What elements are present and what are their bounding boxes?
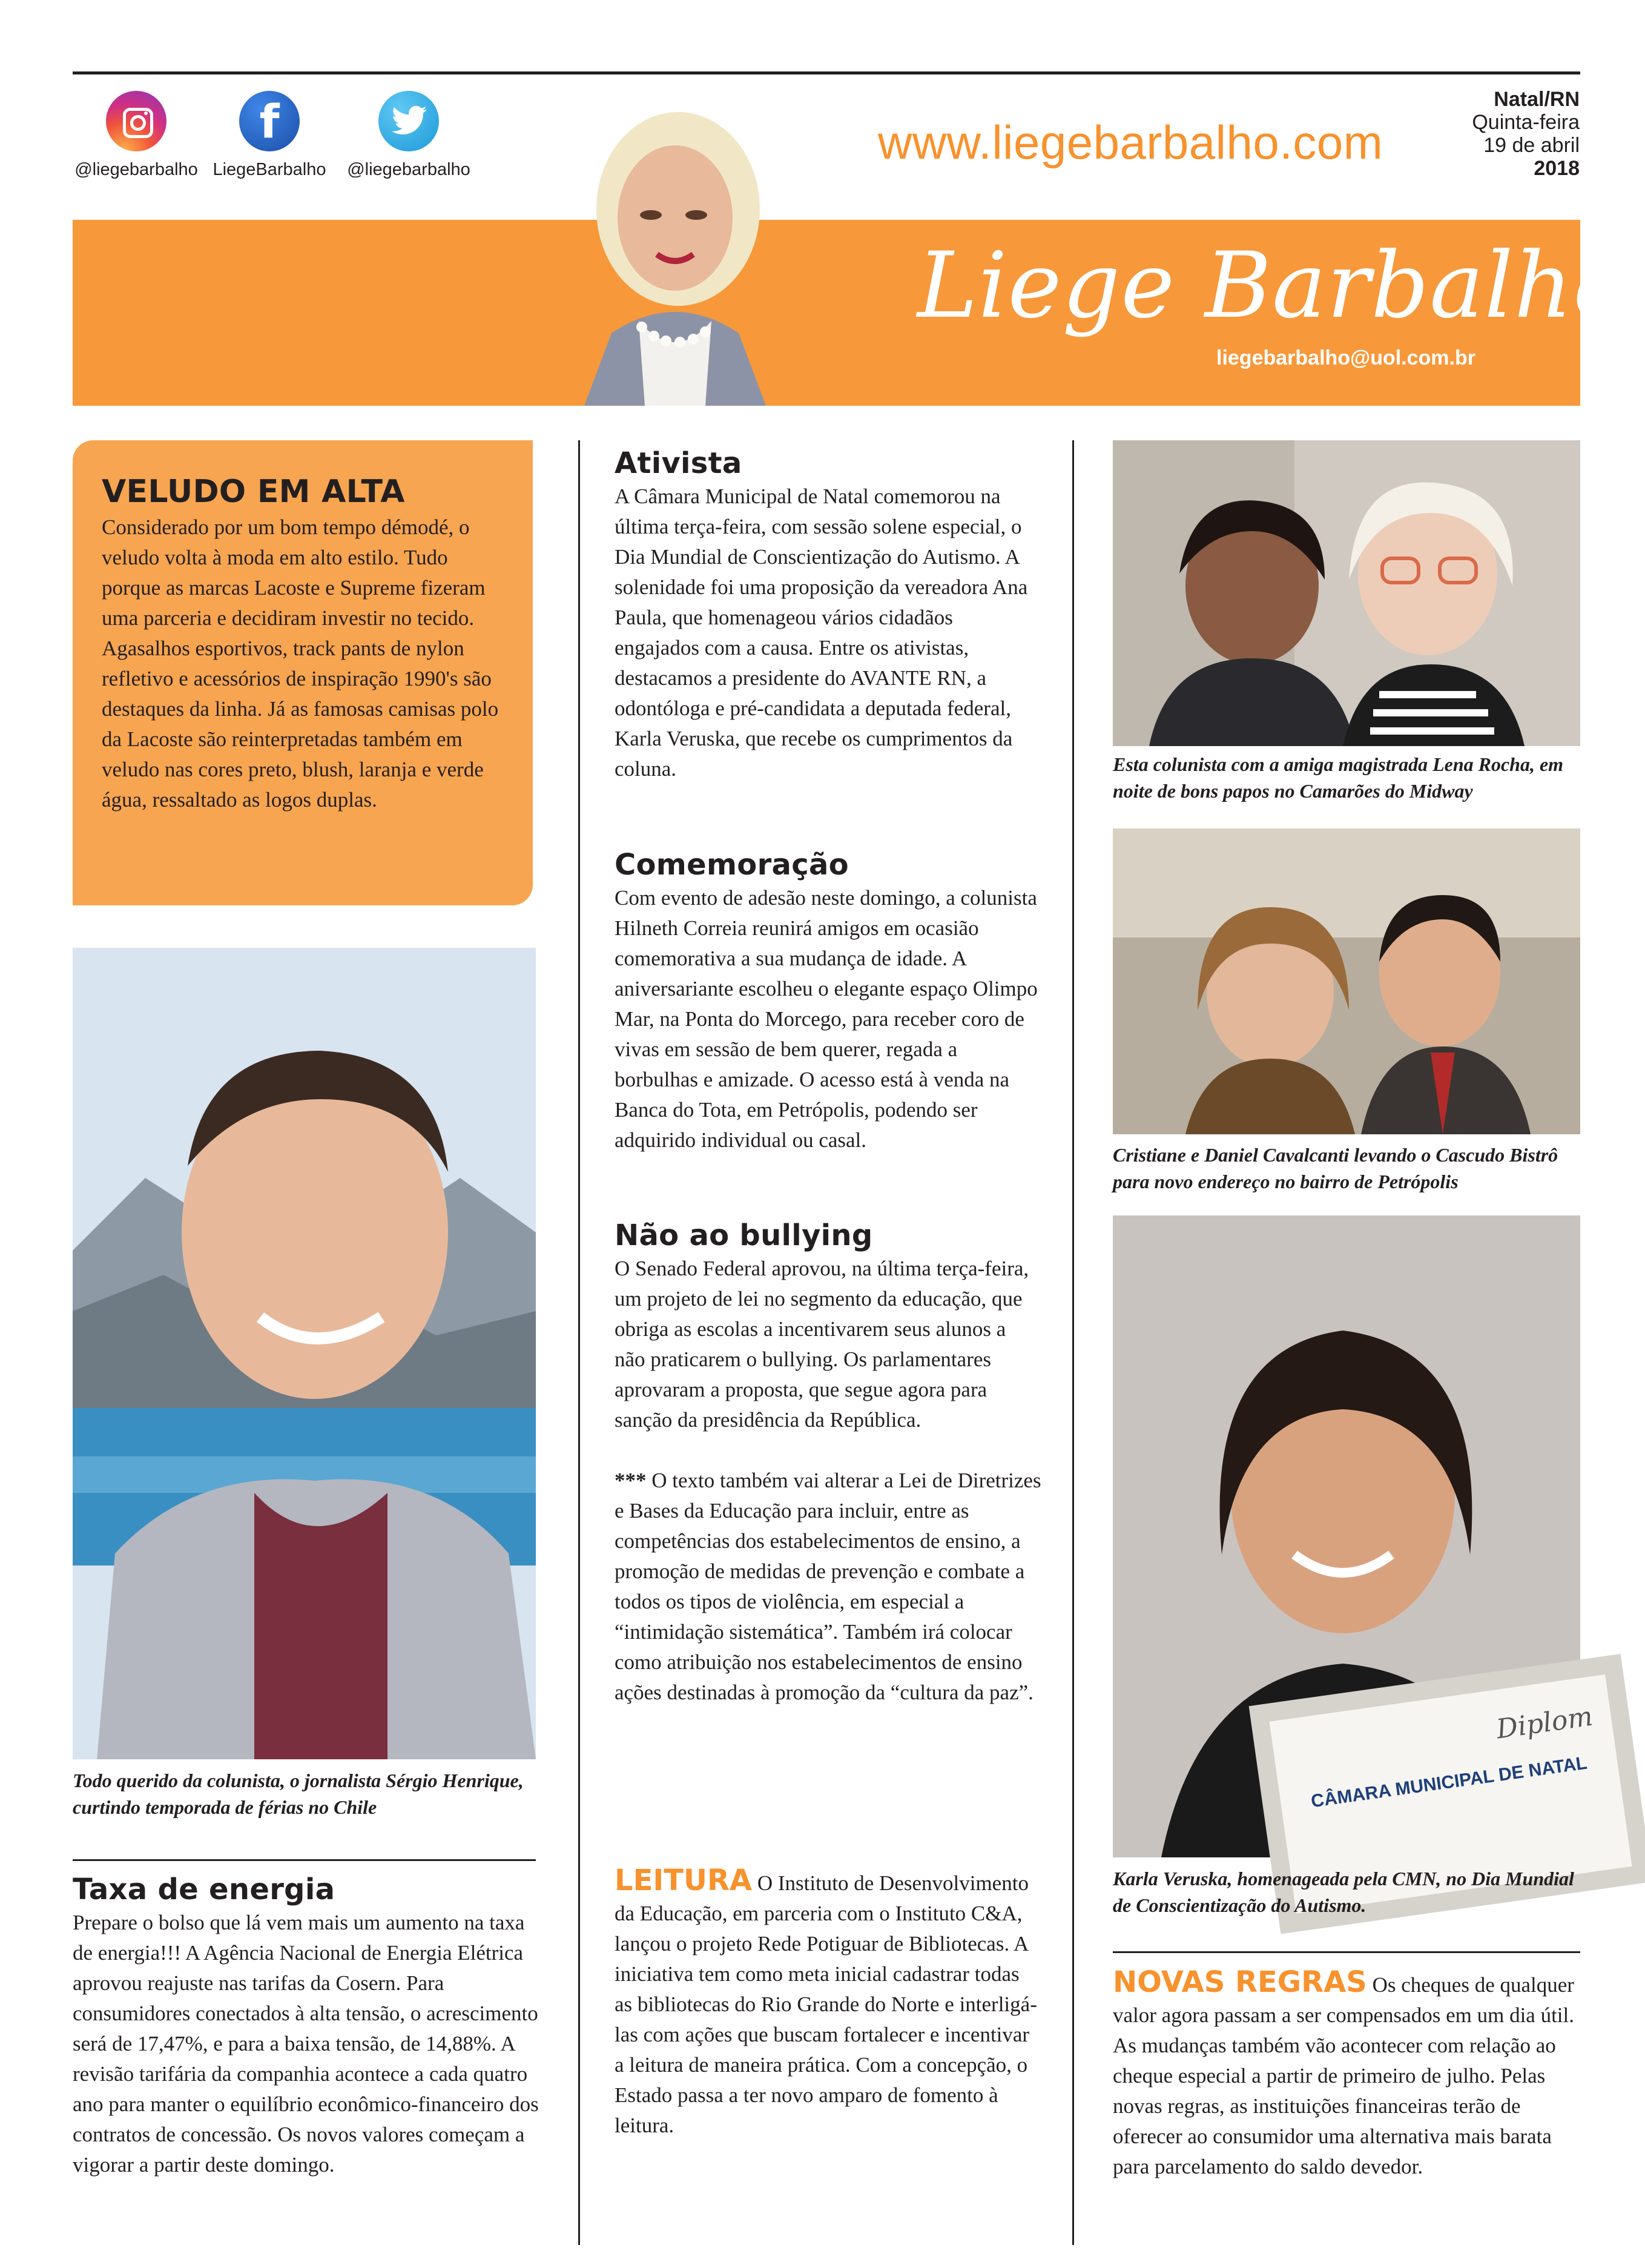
instagram-icon (106, 91, 166, 151)
taxa-body: Prepare o bolso que lá vem mais um aumento na taxa de energia!!! A Agência Nacional de Energia Elétrica aprovou reajuste nas tarifas da Cosern. Para consumidores conectados à alta tensão, o acrescimento será de 17,47%, e para a baixa tensão, de 14,88%. A revisão tarifária da companhia acontece a cada quatro ano para manter o equilíbrio econômico-financeiro dos contratos de concessão. Os novos valores começam a vigorar a partir deste domingo. (73, 1911, 539, 2177)
leitura-text: O Instituto de Desenvolvimento da Educação, em parceria com o Instituto C&A, lançou o projeto Rede Potiguar de Bibliotecas. A iniciativa tem como meta inicial cadastrar todas as bibliotecas do Rio Grande do Norte e interligá-las com ações que buscam fortalecer e incentivar a leitura de maneira prática. Com a concepção, o Estado passa a ter novo amparo de fomento à leitura. (615, 1871, 1037, 2137)
plaque-text: CÂMARA MUNICIPAL DE NATAL (1310, 1753, 1589, 1812)
novas-heading: NOVAS REGRAS (1113, 1965, 1367, 1999)
top-rule (73, 71, 1580, 74)
columnist-email[interactable]: liegebarbalho@uol.com.br (1216, 346, 1475, 369)
rule-taxa (73, 1859, 536, 1861)
leitura-body (615, 1865, 1041, 2141)
photo-lena-rocha (1113, 440, 1580, 746)
website-link[interactable]: www.liegebarbalho.com (878, 116, 1383, 169)
caption-lena-text: Esta colunista com a amiga magistrada Lena Rocha, em noite de bons papos no Camarões do Midway (1113, 753, 1564, 802)
twitter-link[interactable] (339, 91, 478, 180)
column-divider-1 (578, 440, 580, 2245)
photo-cristiane-daniel (1113, 828, 1580, 1134)
column-divider-2 (1072, 440, 1074, 2245)
diploma-text: Diplom (1494, 1701, 1595, 1745)
caption-sergio-text: Todo querido da colunista, o jornalista Sérgio Henrique, curtindo temporada de férias no Chile (73, 1770, 524, 1818)
leitura-heading: LEITURA (615, 1863, 753, 1897)
veludo-body: Considerado por um bom tempo démodé, o veludo volta à moda em alto estilo. Tudo porque as marcas Lacoste e Supreme fizeram uma parceria e decidiram investir no tecido. Agasalhos esportivos, track pants de nylon refletivo e acessórios de inspiração 1990's são destaques da linha. Já as famosas camisas polo da Lacoste são reinterpretadas também em veludo nas cores preto, blush, laranja e verde água, ressaltado as logos duplas. (102, 515, 499, 812)
twitter-icon (378, 91, 439, 151)
caption-cristiane-text: Cristiane e Daniel Cavalcanti levando o Cascudo Bistrô para novo endereço no bairro de Petrópolis (1113, 1144, 1558, 1192)
facebook-icon: f (239, 91, 300, 151)
novas-text: Os cheques de qualquer valor agora passam a ser compensados em um dia útil. As mudanças também vão acontecer com relação ao cheque especial a partir de primeiro de julho. Pelas novas regras, as instituições financeiras terão de oferecer ao consumidor uma alternativa mais barata para parcelamento do saldo devedor. (1113, 1973, 1575, 2178)
date: 19 de abril (1483, 134, 1580, 157)
rule-novas (1113, 1951, 1580, 1953)
veludo-heading: VELUDO EM ALTA (102, 474, 405, 510)
caption-cristiane (1113, 1142, 1591, 1195)
caption-sergio (73, 1767, 539, 1820)
date-block (1472, 88, 1580, 180)
comemoracao-body: Com evento de adesão neste domingo, a colunista Hilneth Correia reunirá amigos em ocasião comemorativa a sua mudança de idade. A aniversariante escolheu o elegante espaço Olimpo Mar, na Ponta do Morcego, para receber coro de vivas em sessão de bem querer, regada a borbulhas e amizade. O acesso está à venda na Banca do Tota, em Petrópolis, podendo ser adquirido individual ou casal. (615, 886, 1038, 1152)
caption-karla-text: Karla Veruska, homenageada pela CMN, no Dia Mundial de Conscientização do Autismo. (1113, 1868, 1574, 1916)
ativista-body: A Câmara Municipal de Natal comemorou na última terça-feira, com sessão solene especial, o Dia Mundial de Conscientização do Autismo. A solenidade foi uma proposição da vereadora Ana Paula, que homenageou vários cidadãos engajados com a causa. Entre os ativistas, destacamos a presidente do AVANTE RN, a odontóloga e pré-candidata a deputada federal, Karla Veruska, que recebe os cumprimentos da coluna. (615, 484, 1028, 781)
facebook-link[interactable] (200, 91, 339, 180)
bullying-stars: *** (615, 1469, 647, 1492)
comemoracao-heading: Comemoração (615, 848, 849, 882)
novas-section (1113, 1967, 1585, 2182)
year: 2018 (1534, 157, 1580, 180)
city: Natal/RN (1494, 88, 1580, 111)
weekday: Quinta-feira (1472, 111, 1580, 134)
photo-sergio (73, 948, 536, 1759)
bullying-extra (615, 1466, 1041, 1708)
leitura-section (615, 1865, 1041, 2141)
instagram-handle: @liegebarbalho (74, 160, 198, 179)
comemoracao-section (615, 847, 1041, 1155)
taxa-section (73, 1871, 542, 2180)
bullying-extra-text: O texto também vai alterar a Lei de Diretrizes e Bases da Educação para incluir, entre as competências dos estabelecimentos de ensino, a promoção de medidas de prevenção e combate a todos os tipos de violência, em especial a “intimidação sistemática”. Também irá colocar como atribuição nos estabelecimentos de ensino ações destinadas à promoção da “cultura da paz”. (615, 1469, 1041, 1704)
columnist-portrait (512, 79, 839, 406)
columnist-name: Liege Barbalho (917, 233, 1629, 339)
caption-lena (1113, 751, 1591, 804)
novas-body (1113, 1967, 1585, 2182)
photo-karla-veruska (1113, 1215, 1595, 1857)
bullying-body: O Senado Federal aprovou, na última terça-feira, um projeto de lei no segmento da educação, que obriga as escolas a incentivarem seus alunos a não praticarem o bullying. Os parlamentares aprovaram a proposta, que segue agora para sanção da presidência da República. (615, 1257, 1029, 1432)
veludo-box (73, 440, 533, 905)
taxa-heading: Taxa de energia (73, 1873, 335, 1906)
instagram-link[interactable] (67, 91, 206, 180)
twitter-handle: @liegebarbalho (347, 160, 470, 179)
bullying-section (615, 1217, 1041, 1708)
bullying-heading: Não ao bullying (615, 1218, 873, 1252)
ativista-heading: Ativista (615, 446, 742, 480)
ativista-section (615, 445, 1041, 784)
facebook-handle: LiegeBarbalho (213, 160, 326, 179)
caption-karla (1113, 1865, 1591, 1919)
